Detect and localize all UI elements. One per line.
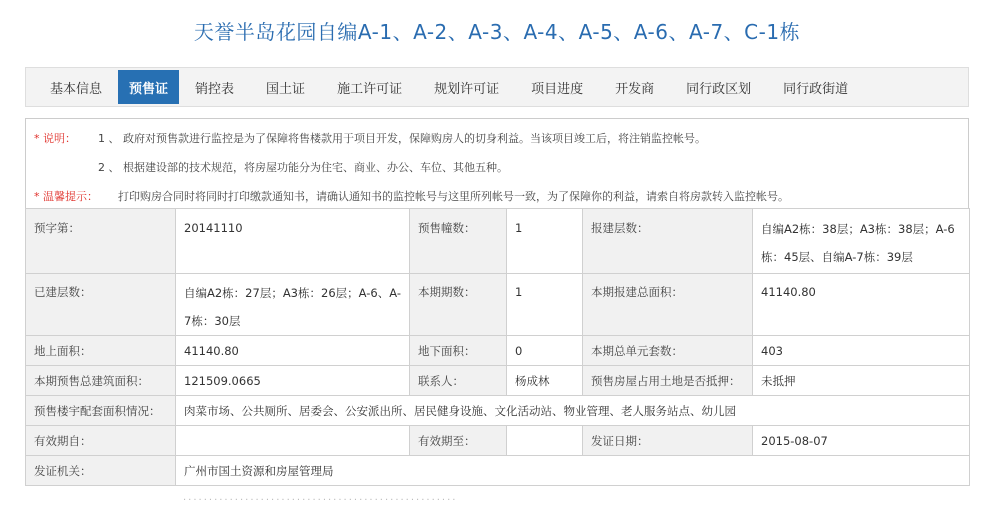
table-row [26, 366, 970, 396]
issue-date-label: 发证日期： [583, 426, 753, 456]
planned-floors-value: 自编A2栋：38层；A3栋：38层；A-6栋：45层、自编A-7栋：39层 [753, 209, 970, 274]
presale-no-label: 预字第： [26, 209, 176, 274]
tab-bar [25, 67, 969, 107]
table-row [26, 426, 970, 456]
page-title: 天誉半岛花园自编A-1、A-2、A-3、A-4、A-5、A-6、A-7、C-1栋 [193, 20, 801, 44]
cutoff-row [25, 494, 969, 507]
facilities-label: 预售楼宇配套面积情况： [26, 396, 176, 426]
tab-construction-permit[interactable]: 施工许可证 [337, 81, 403, 97]
tab-basic-info[interactable]: 基本信息 [50, 81, 103, 97]
valid-to-value [507, 426, 583, 456]
valid-to-label: 有效期至： [410, 426, 507, 456]
authority-label: 发证机关： [26, 456, 176, 486]
valid-from-value [176, 426, 410, 456]
table-row [26, 396, 970, 426]
table-row [26, 456, 970, 486]
tab-presale-permit[interactable]: 预售证 [118, 70, 179, 104]
presale-buildings-label: 预售幢数： [410, 209, 507, 274]
mortgage-label: 预售房屋占用土地是否抵押： [583, 366, 753, 396]
presale-buildings-value: 1 [507, 209, 583, 274]
planned-floors-label: 报建层数： [583, 209, 753, 274]
tip-text: 打印购房合同时将同时打印缴款通知书，请确认通知书的监控帐号与这里所列帐号一致，为了保障你的利益，请索自将房款转入监控帐号。 [118, 190, 789, 203]
tab-same-street[interactable]: 同行政街道 [783, 81, 849, 97]
total-units-label: 本期总单元套数： [583, 336, 753, 366]
period-value: 1 [507, 274, 583, 336]
under-area-value: 0 [507, 336, 583, 366]
period-label: 本期期数： [410, 274, 507, 336]
table-row [26, 274, 970, 336]
notice-item-1: 1 、 政府对预售款进行监控是为了保障将售楼款用于项目开发，保障购房人的切身利益。当该项目竣工后，将注销监控帐号。 [98, 132, 706, 145]
permit-info-table [25, 208, 970, 486]
total-units-value: 403 [753, 336, 970, 366]
tab-sales-control[interactable]: 销控表 [195, 81, 235, 97]
cutoff-text: ····················································· [183, 495, 458, 505]
facilities-value: 肉菜市场、公共厕所、居委会、公安派出所、居民健身设施、文化活动站、物业管理、老人服务站点、幼儿园 [176, 396, 970, 426]
tab-land-certificate[interactable]: 国土证 [266, 81, 306, 97]
issue-date-value: 2015-08-07 [753, 426, 970, 456]
contact-value: 杨成林 [507, 366, 583, 396]
tab-developer[interactable]: 开发商 [615, 81, 655, 97]
table-row [26, 209, 970, 274]
presale-gfa-value: 121509.0665 [176, 366, 410, 396]
tab-planning-permit[interactable]: 规划许可证 [434, 81, 500, 97]
tip-label: * 温馨提示： [34, 190, 98, 203]
notice-item-2: 2 、 根据建设部的技术规范，将房屋功能分为住宅、商业、办公、车位、其他五种。 [98, 161, 508, 174]
total-area-label: 本期报建总面积： [583, 274, 753, 336]
presale-gfa-label: 本期预售总建筑面积： [26, 366, 176, 396]
notice-panel [25, 118, 969, 208]
mortgage-value: 未抵押 [753, 366, 970, 396]
authority-value: 广州市国土资源和房屋管理局 [176, 456, 970, 486]
built-floors-label: 已建层数： [26, 274, 176, 336]
contact-label: 联系人： [410, 366, 507, 396]
built-floors-value: 自编A2栋：27层；A3栋：26层；A-6、A-7栋：30层 [176, 274, 410, 336]
table-row [26, 336, 970, 366]
valid-from-label: 有效期自： [26, 426, 176, 456]
tab-project-progress[interactable]: 项目进度 [531, 81, 584, 97]
total-area-value: 41140.80 [753, 274, 970, 336]
under-area-label: 地下面积： [410, 336, 507, 366]
explain-label: * 说明： [34, 132, 76, 145]
presale-no-value: 20141110 [176, 209, 410, 274]
above-area-value: 41140.80 [176, 336, 410, 366]
tab-same-district[interactable]: 同行政区划 [686, 81, 752, 97]
above-area-label: 地上面积： [26, 336, 176, 366]
